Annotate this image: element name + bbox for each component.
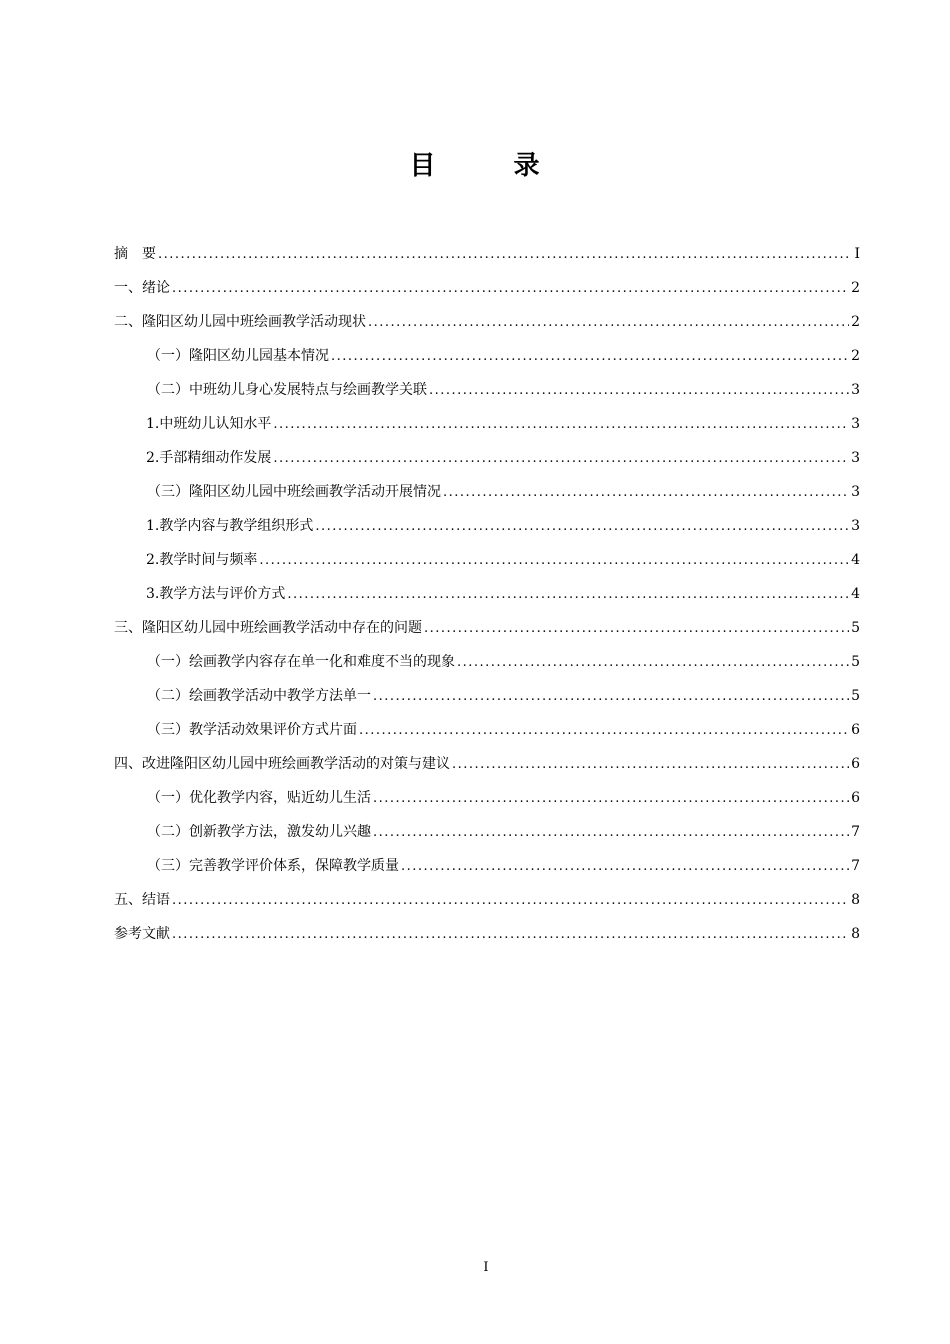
toc-entry-page: 3: [851, 450, 860, 466]
dot-leader: [172, 275, 849, 303]
toc-entry-subsection-2-2-1[interactable]: [114, 410, 860, 444]
toc-entry-page: 3: [851, 518, 860, 534]
toc-entry-text: 二、隆阳区幼儿园中班绘画教学活动现状: [114, 314, 366, 330]
toc-entry-references[interactable]: [114, 920, 860, 954]
toc-entry-text: （三）教学活动效果评价方式片面: [147, 722, 357, 738]
toc-entry-section-3-1[interactable]: [114, 648, 860, 682]
dot-leader: [273, 445, 849, 473]
toc-entry-page: 7: [851, 824, 860, 840]
toc-entry-text: 摘 要: [114, 246, 156, 262]
toc-entry-page: 4: [851, 586, 860, 602]
toc-entry-subsection-2-3-1[interactable]: [114, 512, 860, 546]
toc-entry-page: 5: [851, 654, 860, 670]
dot-leader: [429, 377, 849, 405]
toc-entry-page: 2: [851, 280, 860, 296]
toc-entry-section-4-1[interactable]: [114, 784, 860, 818]
toc-entry-chapter-3[interactable]: [114, 614, 860, 648]
dot-leader: [373, 785, 849, 813]
dot-leader: [287, 581, 849, 609]
dot-leader: [315, 513, 849, 541]
toc-entry-page: 4: [851, 552, 860, 568]
dot-leader: [273, 411, 849, 439]
toc-entry-page: 2: [851, 314, 860, 330]
dot-leader: [172, 921, 849, 949]
toc-entry-text: （一）隆阳区幼儿园基本情况: [147, 348, 329, 364]
toc-entry-conclusion[interactable]: [114, 886, 860, 920]
toc-entry-page: 6: [851, 722, 860, 738]
toc-entry-text: （一）优化教学内容，贴近幼儿生活: [147, 790, 371, 806]
page-title: 目 录: [409, 151, 566, 181]
toc-entry-chapter-2[interactable]: [114, 308, 860, 342]
toc-entry-introduction[interactable]: [114, 274, 860, 308]
dot-leader: [172, 887, 849, 915]
toc-entry-page: 5: [851, 620, 860, 636]
toc-entry-page: 3: [851, 416, 860, 432]
toc-entry-text: （二）中班幼儿身心发展特点与绘画教学关联: [147, 382, 427, 398]
toc-entry-text: 四、改进隆阳区幼儿园中班绘画教学活动的对策与建议: [114, 756, 450, 772]
dot-leader: [424, 615, 849, 643]
toc-entry-section-4-3[interactable]: [114, 852, 860, 886]
toc-entry-page: 8: [851, 892, 860, 908]
dot-leader: [359, 717, 849, 745]
toc-entry-text: 2.教学时间与频率: [146, 552, 258, 568]
toc-entry-subsection-2-2-2[interactable]: [114, 444, 860, 478]
toc-entry-section-2-2[interactable]: [114, 376, 860, 410]
toc-entry-abstract[interactable]: [114, 240, 860, 274]
toc-entry-text: 1.教学内容与教学组织形式: [146, 518, 314, 534]
toc-entry-page: 6: [851, 790, 860, 806]
toc-entry-section-2-1[interactable]: [114, 342, 860, 376]
toc-entry-subsection-2-3-2[interactable]: [114, 546, 860, 580]
toc-entry-text: 1.中班幼儿认知水平: [146, 416, 272, 432]
dot-leader: [368, 309, 849, 337]
dot-leader: [373, 683, 849, 711]
toc-entry-text: 3.教学方法与评价方式: [146, 586, 286, 602]
toc-entry-text: 参考文献: [114, 926, 170, 942]
toc-entry-text: 2.手部精细动作发展: [146, 450, 272, 466]
toc-entry-page: I: [854, 246, 860, 262]
dot-leader: [401, 853, 849, 881]
toc-entry-section-2-3[interactable]: [114, 478, 860, 512]
toc-entry-page: 7: [851, 858, 860, 874]
toc-entry-page: 2: [851, 348, 860, 364]
toc-entry-section-3-2[interactable]: [114, 682, 860, 716]
toc-entry-section-3-3[interactable]: [114, 716, 860, 750]
toc-entry-text: （一）绘画教学内容存在单一化和难度不当的现象: [147, 654, 455, 670]
toc-entry-page: 5: [851, 688, 860, 704]
toc-entry-page: 6: [851, 756, 860, 772]
dot-leader: [452, 751, 849, 779]
toc-entry-page: 8: [851, 926, 860, 942]
dot-leader: [457, 649, 849, 677]
toc-entry-page: 3: [851, 382, 860, 398]
toc-entry-page: 3: [851, 484, 860, 500]
toc-entry-chapter-4[interactable]: [114, 750, 860, 784]
toc-entry-section-4-2[interactable]: [114, 818, 860, 852]
toc-entry-text: （三）完善教学评价体系，保障教学质量: [147, 858, 399, 874]
toc-entry-subsection-2-3-3[interactable]: [114, 580, 860, 614]
dot-leader: [443, 479, 849, 507]
toc-entry-text: （二）绘画教学活动中教学方法单一: [147, 688, 371, 704]
toc-entry-text: 一、绪论: [114, 280, 170, 296]
toc-entry-text: （三）隆阳区幼儿园中班绘画教学活动开展情况: [147, 484, 441, 500]
toc-entry-text: 三、隆阳区幼儿园中班绘画教学活动中存在的问题: [114, 620, 422, 636]
footer-page-number: I: [483, 1260, 489, 1275]
dot-leader: [158, 241, 850, 269]
table-of-contents: [114, 240, 860, 954]
toc-entry-text: 五、结语: [114, 892, 170, 908]
dot-leader: [331, 343, 849, 371]
dot-leader: [373, 819, 849, 847]
dot-leader: [259, 547, 849, 575]
toc-entry-text: （二）创新教学方法，激发幼儿兴趣: [147, 824, 371, 840]
